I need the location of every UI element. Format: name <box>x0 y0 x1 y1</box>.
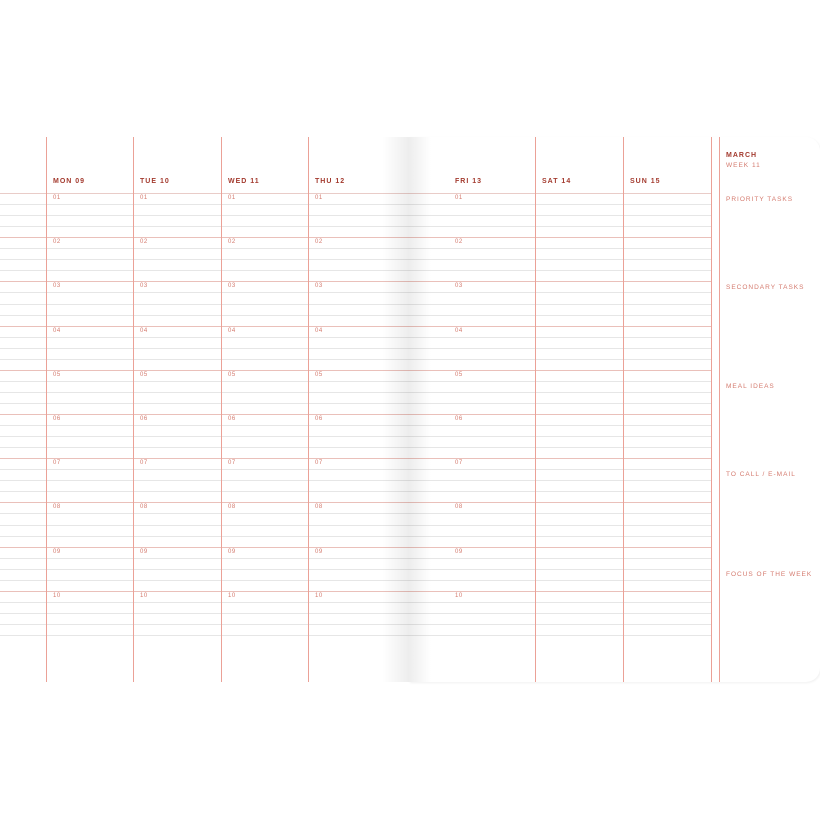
day-header: MON 09 <box>53 178 86 185</box>
hour-label: 08 <box>228 504 236 511</box>
left-page <box>0 137 409 682</box>
hour-label: 09 <box>140 548 148 555</box>
ruled-line <box>0 337 409 338</box>
hour-label: 08 <box>455 504 463 511</box>
hour-label: 08 <box>315 504 323 511</box>
week-label: WEEK 11 <box>726 162 761 169</box>
hour-label: 06 <box>140 416 148 422</box>
hour-label: 02 <box>228 239 236 246</box>
hour-label: 04 <box>228 327 236 334</box>
ruled-line <box>409 392 711 393</box>
ruled-line <box>409 292 711 293</box>
ruled-line <box>409 513 711 514</box>
column-divider <box>623 137 624 682</box>
hour-label: 10 <box>140 592 148 599</box>
hour-label: 10 <box>53 592 61 599</box>
month-label: MARCH <box>726 152 758 159</box>
day-header: WED 11 <box>228 178 260 185</box>
column-divider <box>535 137 536 682</box>
hour-label: 09 <box>455 548 463 555</box>
ruled-line <box>0 348 409 349</box>
hour-rule <box>0 370 409 371</box>
ruled-line <box>0 491 409 492</box>
hour-label: 10 <box>315 592 323 599</box>
ruled-line <box>0 403 409 404</box>
column-divider <box>308 137 309 682</box>
ruled-line <box>0 215 409 216</box>
ruled-line <box>409 469 711 470</box>
ruled-line <box>0 569 409 570</box>
ruled-line <box>409 602 711 603</box>
sidebar-section-label: TO CALL / E-MAIL <box>726 471 796 478</box>
column-divider <box>221 137 222 682</box>
hour-label: 01 <box>228 195 236 201</box>
hour-label: 02 <box>315 239 323 246</box>
gutter-shadow-right <box>409 137 431 682</box>
ruled-line <box>0 558 409 559</box>
ruled-line <box>409 580 711 581</box>
ruled-line <box>409 259 711 260</box>
ruled-line <box>0 248 409 249</box>
ruled-line <box>409 215 711 216</box>
ruled-line <box>409 447 711 448</box>
ruled-line <box>409 315 711 316</box>
hour-label: 04 <box>455 327 463 334</box>
ruled-line <box>0 525 409 526</box>
ruled-line <box>0 436 409 437</box>
ruled-line <box>409 226 711 227</box>
sidebar-section-label: PRIORITY TASKS <box>726 196 794 203</box>
hour-label: 07 <box>228 460 236 467</box>
hour-label: 04 <box>140 327 148 334</box>
day-header: FRI 13 <box>455 178 483 185</box>
hour-rule <box>409 237 711 238</box>
ruled-line <box>0 447 409 448</box>
hour-label: 03 <box>53 283 61 290</box>
gutter-shadow-left <box>382 137 409 682</box>
hour-label: 05 <box>455 371 463 378</box>
hour-label: 01 <box>315 195 323 201</box>
hour-label: 09 <box>53 548 61 555</box>
hour-rule <box>409 547 711 548</box>
hour-label: 07 <box>455 460 463 467</box>
hour-rule <box>0 547 409 548</box>
hour-label: 02 <box>455 239 463 246</box>
ruled-line <box>409 491 711 492</box>
hour-rule <box>0 237 409 238</box>
ruled-line <box>0 226 409 227</box>
ruled-line <box>409 348 711 349</box>
ruled-line <box>409 436 711 437</box>
ruled-line <box>409 359 711 360</box>
hour-rule <box>409 281 711 282</box>
ruled-line <box>0 602 409 603</box>
ruled-line <box>0 304 409 305</box>
day-header: TUE 10 <box>140 178 170 185</box>
hour-label: 09 <box>315 548 323 555</box>
ruled-line <box>0 469 409 470</box>
ruled-line <box>409 403 711 404</box>
hour-label: 04 <box>315 327 323 334</box>
ruled-line <box>0 580 409 581</box>
hour-rule <box>409 326 711 327</box>
hour-label: 07 <box>53 460 61 467</box>
ruled-line <box>0 392 409 393</box>
hour-label: 01 <box>455 195 463 201</box>
hour-label: 03 <box>140 283 148 290</box>
ruled-line <box>409 381 711 382</box>
ruled-line <box>409 204 711 205</box>
ruled-line <box>409 425 711 426</box>
ruled-line <box>409 558 711 559</box>
hour-rule <box>409 193 711 194</box>
hour-label: 01 <box>140 195 148 201</box>
hour-label: 10 <box>228 592 236 599</box>
ruled-line <box>0 259 409 260</box>
hour-label: 03 <box>315 283 323 290</box>
column-divider <box>719 137 720 682</box>
ruled-line <box>409 569 711 570</box>
ruled-line <box>0 204 409 205</box>
right-page <box>409 137 820 682</box>
hour-rule <box>409 591 711 592</box>
hour-label: 09 <box>228 548 236 555</box>
ruled-line <box>0 425 409 426</box>
hour-label: 10 <box>455 592 463 599</box>
column-divider <box>711 137 712 682</box>
hour-rule <box>0 591 409 592</box>
ruled-line <box>0 635 409 636</box>
hour-label: 05 <box>315 371 323 378</box>
ruled-line <box>409 613 711 614</box>
sidebar-section-label: FOCUS OF THE WEEK <box>726 571 813 578</box>
hour-rule <box>0 193 409 194</box>
hour-label: 08 <box>53 504 61 511</box>
ruled-line <box>0 381 409 382</box>
ruled-line <box>0 536 409 537</box>
ruled-line <box>409 635 711 636</box>
hour-rule <box>409 370 711 371</box>
hour-label: 04 <box>53 327 61 334</box>
hour-rule <box>409 502 711 503</box>
ruled-line <box>0 315 409 316</box>
hour-rule <box>409 414 711 415</box>
ruled-line <box>409 480 711 481</box>
column-divider <box>46 137 47 682</box>
hour-label: 07 <box>315 460 323 467</box>
ruled-line <box>0 292 409 293</box>
ruled-line <box>409 536 711 537</box>
hour-rule <box>0 502 409 503</box>
ruled-line <box>0 359 409 360</box>
hour-label: 06 <box>455 416 463 422</box>
hour-label: 07 <box>140 460 148 467</box>
ruled-line <box>0 480 409 481</box>
ruled-line <box>409 337 711 338</box>
day-header: SUN 15 <box>630 178 661 185</box>
ruled-line <box>0 513 409 514</box>
hour-label: 05 <box>228 371 236 378</box>
hour-rule <box>0 281 409 282</box>
day-header: THU 12 <box>315 178 346 185</box>
ruled-line <box>0 270 409 271</box>
hour-label: 02 <box>53 239 61 246</box>
hour-label: 06 <box>315 416 323 422</box>
hour-rule <box>0 326 409 327</box>
hour-label: 06 <box>228 416 236 422</box>
ruled-line <box>409 248 711 249</box>
hour-label: 08 <box>140 504 148 511</box>
hour-label: 02 <box>140 239 148 246</box>
hour-label: 05 <box>140 371 148 378</box>
ruled-line <box>409 270 711 271</box>
hour-rule <box>0 414 409 415</box>
day-header: SAT 14 <box>542 178 572 185</box>
column-divider <box>133 137 134 682</box>
hour-rule <box>409 458 711 459</box>
hour-label: 01 <box>53 195 61 201</box>
hour-label: 05 <box>53 371 61 378</box>
sidebar-section-label: SECONDARY TASKS <box>726 284 805 291</box>
hour-rule <box>0 458 409 459</box>
ruled-line <box>409 525 711 526</box>
hour-label: 06 <box>53 416 61 422</box>
hour-label: 03 <box>228 283 236 290</box>
hour-label: 03 <box>455 283 463 290</box>
ruled-line <box>409 304 711 305</box>
sidebar-section-label: MEAL IDEAS <box>726 383 775 390</box>
ruled-line <box>0 613 409 614</box>
